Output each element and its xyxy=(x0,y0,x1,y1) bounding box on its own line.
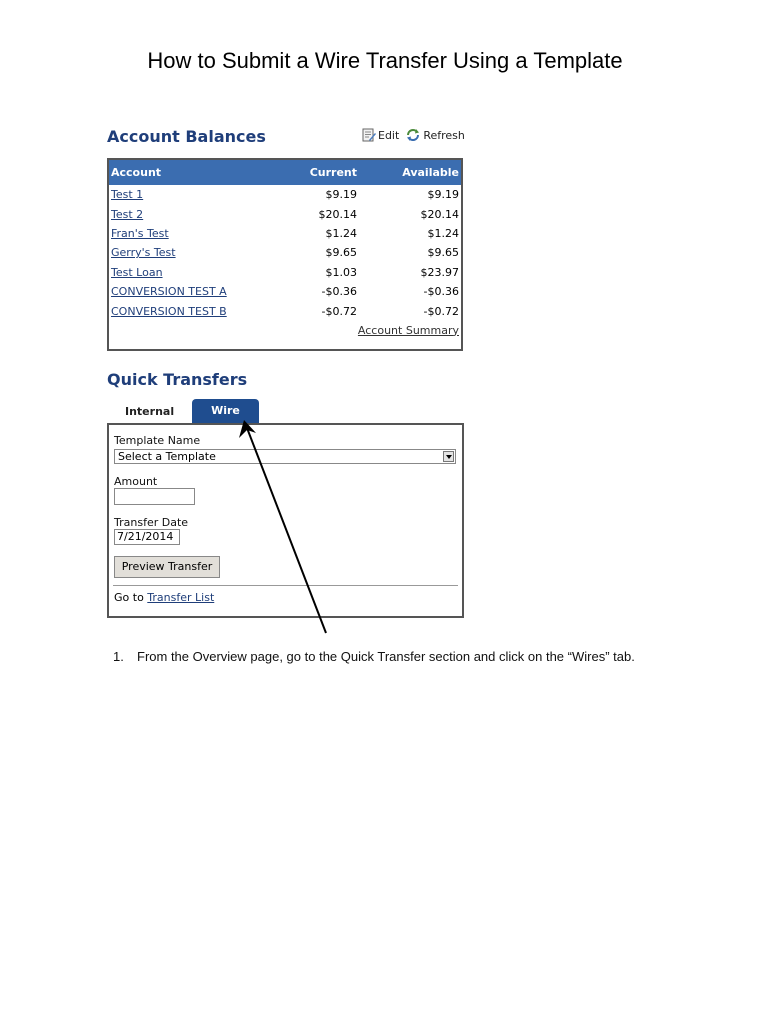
refresh-icon xyxy=(405,128,421,142)
account-balances-table xyxy=(107,158,463,351)
column-header-account: Account xyxy=(111,166,162,179)
goto-prefix: Go to xyxy=(114,591,144,604)
current-balance: -$0.36 xyxy=(321,285,357,299)
document-title: How to Submit a Wire Transfer Using a Template xyxy=(147,48,623,73)
template-select-value: Select a Template xyxy=(118,450,216,463)
account-link[interactable]: Test 2 xyxy=(111,207,144,221)
transfer-date-input[interactable]: 7/21/2014 xyxy=(114,529,180,545)
tab-wire[interactable]: Wire xyxy=(192,399,259,423)
quick-transfers-title: Quick Transfers xyxy=(107,370,248,389)
form-divider xyxy=(113,585,458,586)
table-row xyxy=(109,224,461,243)
current-balance: $9.65 xyxy=(325,246,357,260)
account-link[interactable]: CONVERSION TEST A xyxy=(111,285,227,299)
edit-button[interactable] xyxy=(362,128,399,142)
chevron-down-icon xyxy=(443,451,454,462)
account-link[interactable]: Gerry's Test xyxy=(111,246,176,260)
current-balance: $1.24 xyxy=(325,226,357,240)
column-header-available: Available xyxy=(402,166,459,179)
table-row xyxy=(109,185,461,204)
column-header-current: Current xyxy=(309,166,357,179)
current-balance: $9.19 xyxy=(325,188,357,202)
table-row xyxy=(109,282,461,301)
table-row xyxy=(109,301,461,320)
available-balance: $20.14 xyxy=(420,207,459,221)
refresh-button[interactable] xyxy=(405,128,465,142)
account-balances-title: Account Balances xyxy=(107,127,266,146)
table-header xyxy=(109,160,461,185)
available-balance: -$0.72 xyxy=(423,304,459,318)
instruction-step xyxy=(113,649,635,664)
template-name-label: Template Name xyxy=(114,434,201,447)
available-balance: $1.24 xyxy=(427,226,459,240)
table-row xyxy=(109,243,461,262)
edit-label: Edit xyxy=(378,128,400,142)
available-balance: $23.97 xyxy=(420,265,459,279)
account-link[interactable]: Test 1 xyxy=(111,188,144,202)
refresh-label: Refresh xyxy=(423,128,465,142)
table-row xyxy=(109,204,461,223)
account-link[interactable]: Fran's Test xyxy=(111,226,169,240)
account-link[interactable]: Test Loan xyxy=(111,265,163,279)
available-balance: -$0.36 xyxy=(423,285,459,299)
quick-transfer-form xyxy=(107,423,464,618)
template-select[interactable] xyxy=(114,449,456,464)
quick-transfer-tabs xyxy=(107,399,259,423)
current-balance: $20.14 xyxy=(318,207,357,221)
account-summary-link[interactable]: Account Summary xyxy=(357,323,459,337)
preview-transfer-button[interactable]: Preview Transfer xyxy=(114,556,220,578)
transfer-date-label: Transfer Date xyxy=(114,516,189,529)
current-balance: $1.03 xyxy=(325,265,357,279)
table-row xyxy=(109,263,461,282)
amount-label: Amount xyxy=(114,475,158,488)
step-number: 1. xyxy=(113,649,124,664)
step-text: From the Overview page, go to the Quick Transfer section and click on the “Wires” tab. xyxy=(137,649,635,664)
available-balance: $9.65 xyxy=(427,246,459,260)
available-balance: $9.19 xyxy=(427,188,459,202)
edit-icon xyxy=(362,128,376,142)
account-link[interactable]: CONVERSION TEST B xyxy=(111,304,227,318)
account-balances-actions xyxy=(362,128,465,142)
current-balance: -$0.72 xyxy=(321,304,357,318)
tab-internal[interactable]: Internal xyxy=(125,405,175,418)
transfer-list-link[interactable]: Transfer List xyxy=(147,591,215,604)
goto-transfer-list xyxy=(114,591,214,604)
amount-input[interactable] xyxy=(114,488,195,505)
